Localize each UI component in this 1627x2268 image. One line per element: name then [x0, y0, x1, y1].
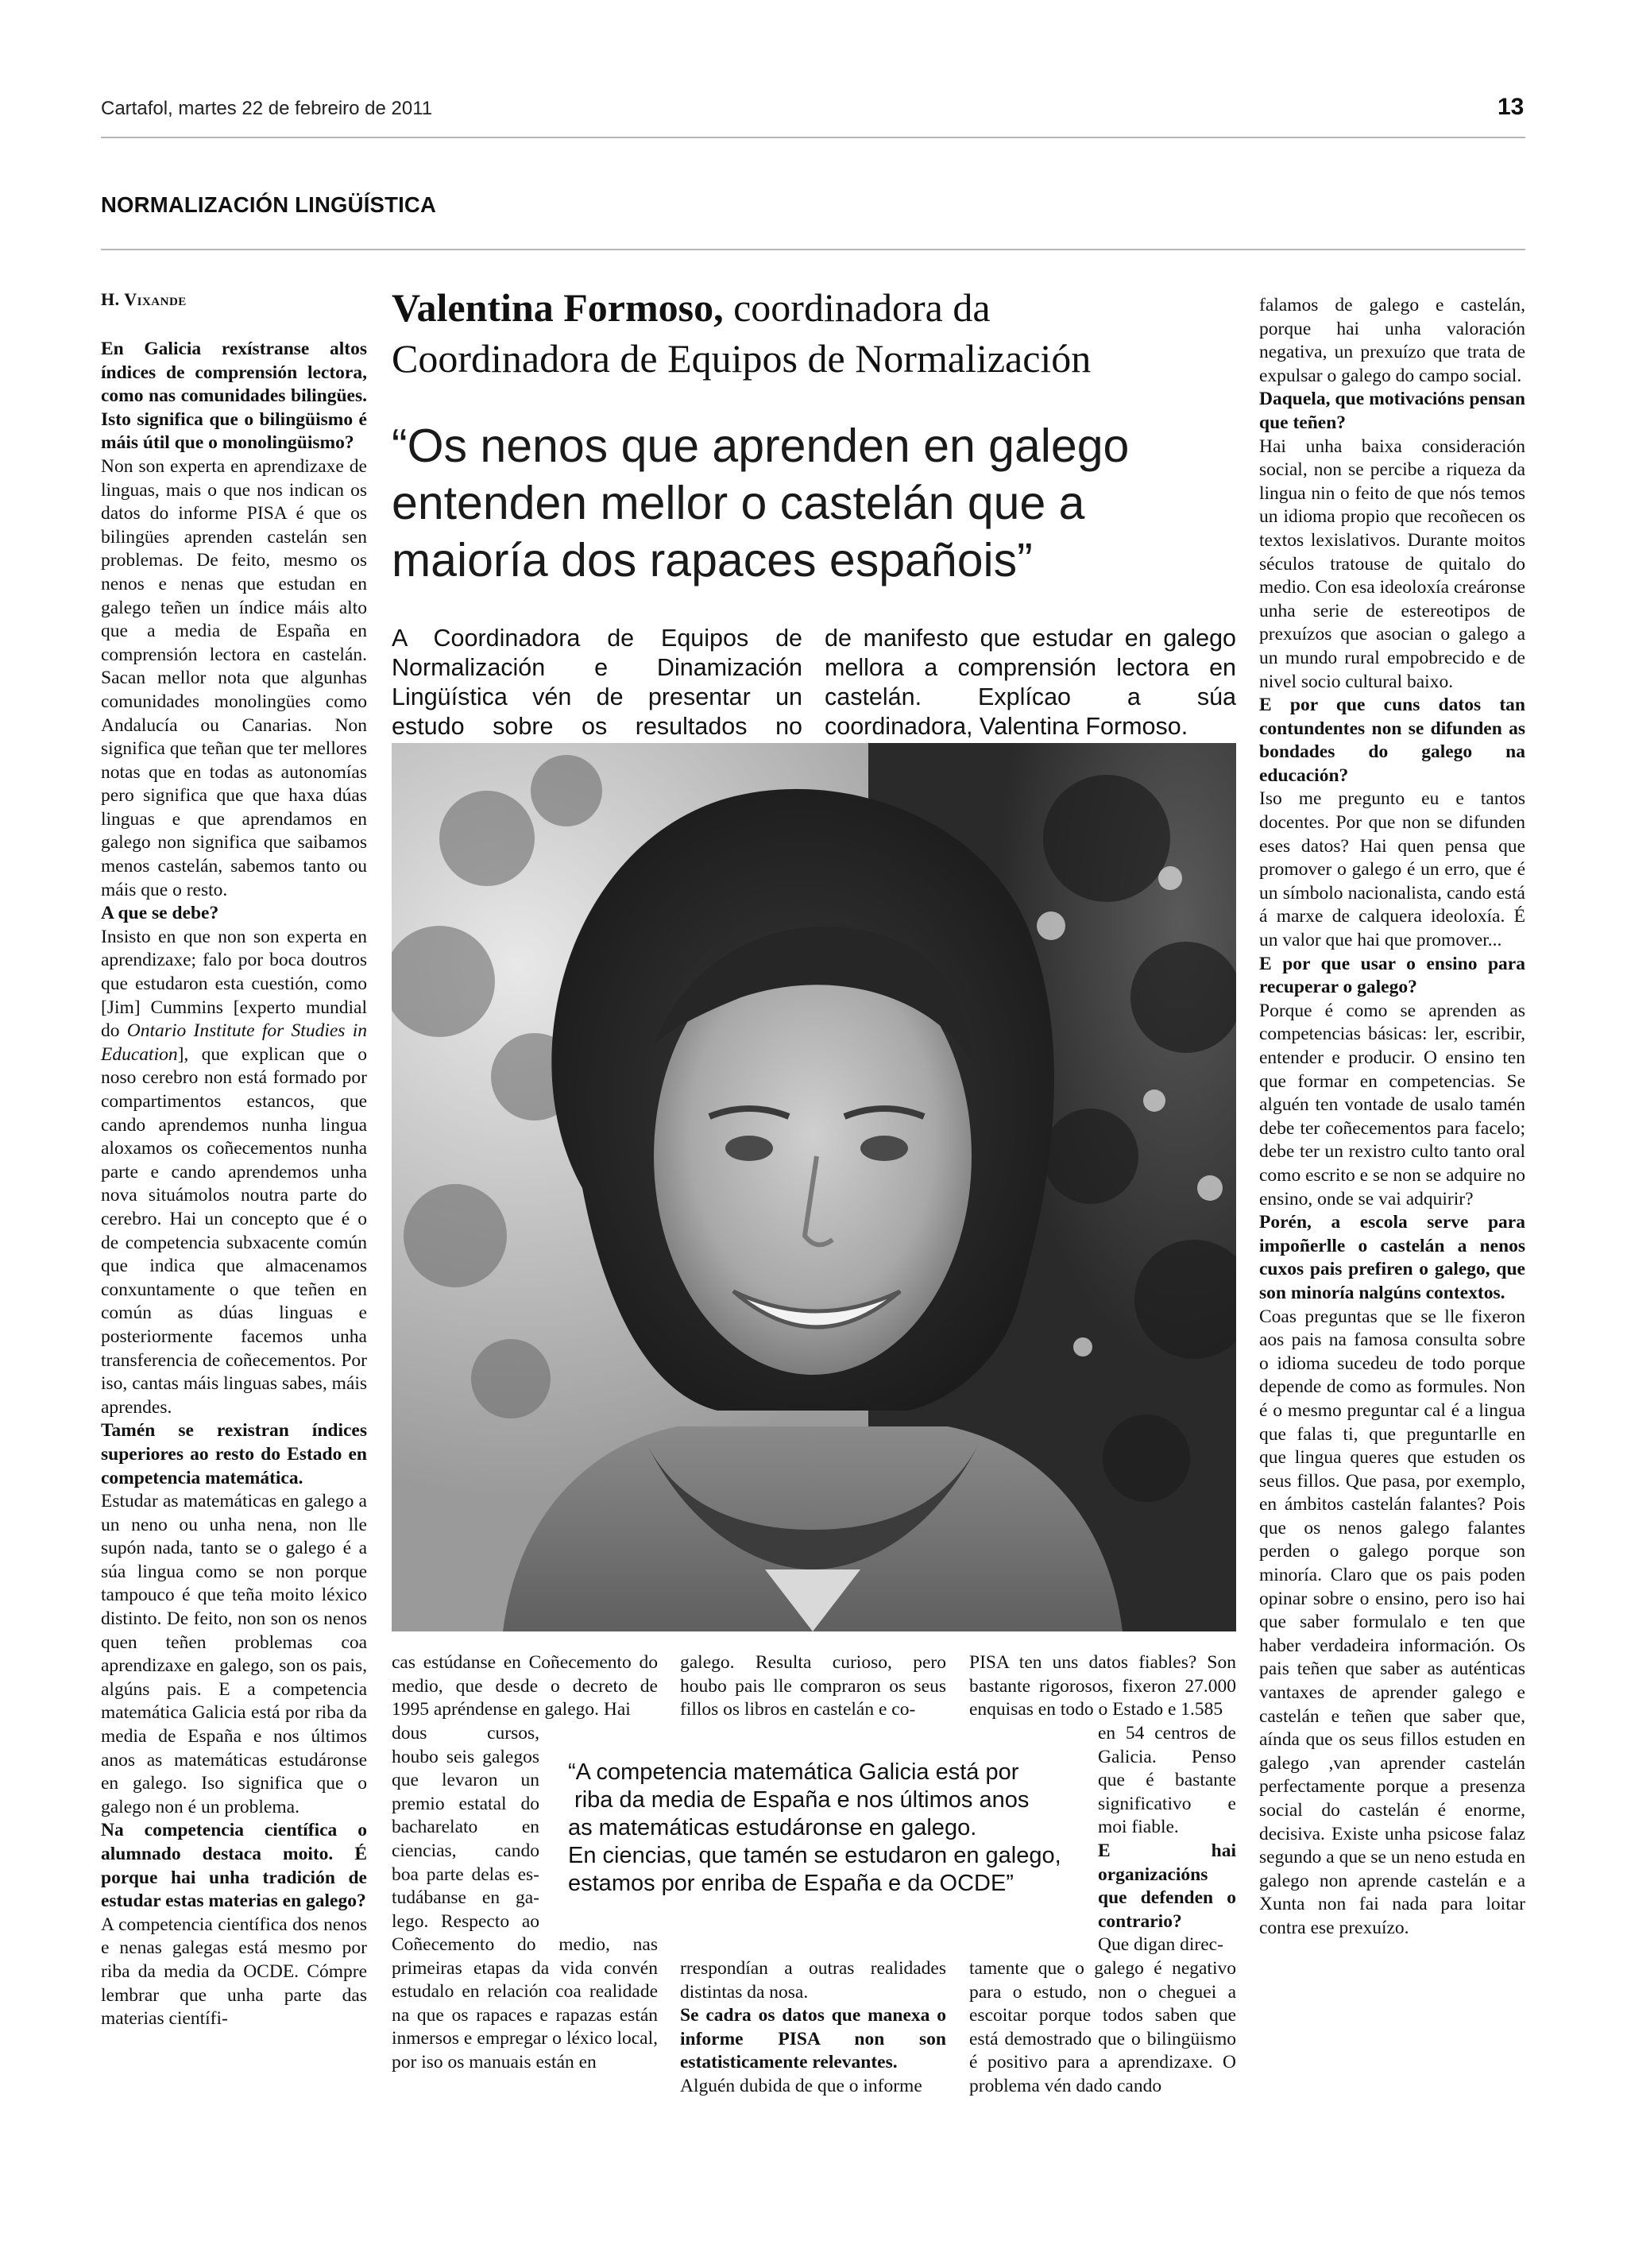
interview-answer: Non son experta en aprendizaxe de linguas, mais o que nos indican os datos do informe PISA é que os bilingües aprenden castelán sen problemas. De feito, mesmo os nenos e nenas que estudan en galego teñen un índice máis alto que a media de España en comprensión lectora en castelán. Sacan mellor nota que algunhas comunidades monolingües como Andalucía ou Canarias. Non significa que teñan que ter mellores notas que en todas as autonomías pero significa que que haxa dúas linguas e que aprendamos en galego non significa que saibamos menos castelán, sabemos tanto ou máis que o resto.	[101, 455, 367, 900]
col3-answer-end: rrespondían a outras realidades distintas da nosa.	[680, 1958, 946, 2003]
intro-left: A Coordinadora de Equipos de Normalización e Dinamización Lingüística vén de presentar un estudo sobre os resultados no	[392, 625, 802, 740]
interview-question: Na competencia científica o alumnado destaca moito. É porque hai unha tradición de estudar estas materias en galego?	[101, 1820, 367, 1912]
article-column-3-bottom	[680, 1957, 946, 2099]
answer-text: ], que explican que o noso cerebro non está formado por compartimentos estancos, que cando aprendemos nunha lingua aloxamos os coñecementos nunha parte e cando aprendemos unha nova situámolos noutra parte do cerebro. Hai un concepto que é o de competencia subxacente común que indica que almacenamos conxuntamente o que teñen en común as dúas linguas e posteriormente facemos unha transferencia de coñecementos. Por iso, cantas máis linguas sabes, máis aprendes.	[101, 1043, 367, 1418]
interview-question: A que se debe?	[101, 903, 219, 924]
col3-answer-start: Alguén dubida de que o informe	[680, 2075, 922, 2096]
interview-answer: Hai unha baixa consideración social, non se percibe a riqueza da lingua nin o feito de que nós temos un idioma propio que recoñecen os textos lexislativos. Durante moitos séculos tratouse de quitalo do medio. Con esa ideoloxía creáronse unha serie de estereotipos de prexuízos que asocian o galego a un mundo rural empobrecido e de nivel socio cultural baixo.	[1259, 435, 1525, 692]
column-line: lego. Respecto ao	[392, 1910, 539, 1932]
pull-quote-line-5: estamos por enriba de España e da OCDE”	[568, 1871, 1014, 1896]
column-line: que levaron un	[392, 1770, 539, 1791]
pull-quote	[568, 1759, 1092, 1898]
interview-answer: Porque é como se aprenden as competencias básicas: ler, escribir, entender e producir. O ensino ten que formar en competencias. Se alguén ten vontade de usalo tamén debe ter coñecementos para facelo; debe ter un rexistro culto tanto oral como escrito e se non se adquire no ensino, onde se vai adquirir?	[1259, 1000, 1525, 1209]
title-role-line2: Coordinadora de Equipos de Normalización	[392, 336, 1092, 381]
column-line: houbo seis galegos	[392, 1746, 539, 1767]
pull-quote-line-4: En ciencias, que tamén se estudaron en galego,	[568, 1843, 1061, 1868]
article-column-2-top: cas estúdanse en Coñecemento do medio, que desde o decreto de 1995 apréndense en galego. Hai	[392, 1652, 658, 1720]
col3-question: Se cadra os datos que manexa o informe PISA non son estatisticamente relevantes.	[680, 2005, 946, 2073]
col4-question: E hai organizacións que defenden o contrario?	[1098, 1840, 1236, 1932]
interview-answer: Coas preguntas que se lle fixeron aos pais na famosa consulta sobre o idioma sucedeu de todo porque depende de como as formules. Non é o mesmo preguntar cal é a lingua que falas ti, que preguntarlle en que lingua queres que estuden os seus fillos. Que pasa, por exemplo, en ámbitos castelán falantes? Pois que os nenos galego falantes perden o galego porque son minoría. Claro que os pais poden opinar sobre o ensino, pero iso hai que saber formulalo e ten que haber verdadeira información. Os pais teñen que saber as auténticas vantaxes de aprender galego e castelán e teñen que saber que, aínda que os seus fillos estuden en galego ,van aprender castelán perfectamente porque a presenza social do castelán é enorme, decisiva. Existe unha psicose falaz segundo a que se un neno estuda en galego non aprende castelán e a Xunta non fai nada para loitar contra ese prexuízo.	[1259, 1306, 1525, 1938]
interview-answer: Iso me pregunto eu e tantos docentes. Por que non se difunden eses datos? Hai quen pensa que promover o galego é un erro, que é un símbolo nacionalista, cando está á marxe de calquera ideoloxía. É un valor que hai que promover...	[1259, 788, 1525, 951]
interview-answer: A competencia científica dos nenos e nenas galegas está mesmo por riba da media da OCDE. Cómpre lembrar que unha parte das materias científi-	[101, 1914, 367, 2030]
pull-quote-line-2: riba da media de España e nos últimos anos	[568, 1787, 1030, 1813]
title-role-line1: coordinadora da	[723, 285, 991, 330]
interview-question: Porén, a escola serve para impoñerlle o castelán a nenos cuxos pais prefiren o galego, que son minoría nalgúns contextos.	[1259, 1212, 1525, 1303]
interview-answer: Estudar as matemáticas en galego a un neno ou unha nena, non lle supón nada, tanto se o galego é a súa lingua como se non porque tampouco é que teña moito léxico distinto. De feito, non son os nenos quen teñen problemas coa aprendizaxe en galego, son os pais, algúns pais. E a competencia matemática Galicia está por riba da media de España e nos últimos anos as matemáticas estudáronse en galego. Iso significa que o galego non é un problema.	[101, 1491, 367, 1817]
interview-question: E por que cuns datos tan contundentes non se difunden as bondades do galego na educación?	[1259, 695, 1525, 786]
article-column-5	[1259, 294, 1525, 1941]
publication-date: Cartafol, martes 22 de febreiro de 2011	[101, 98, 433, 119]
section-rule	[101, 249, 1525, 250]
byline: H. Vixande	[101, 289, 187, 309]
interview-question: Daquela, que motivacións pensan que teñen?	[1259, 389, 1525, 433]
column-line: premio estatal do	[392, 1793, 539, 1814]
institution-name: Ontario Institute for Studies in Education	[101, 1020, 368, 1065]
column-line: ciencias, cando	[392, 1840, 539, 1861]
interviewee-photo	[392, 743, 1236, 1631]
col4-answer-start: Que digan direc-	[1098, 1934, 1223, 1956]
pull-quote-line-1: “A competencia matemática Galicia está por	[568, 1759, 1019, 1785]
interview-question: En Galicia rexístranse altos índices de comprensión lectora, como nas comunidades bilingües. Isto significa que o bilingüismo é máis útil que o monolingüismo?	[101, 339, 367, 454]
page-number: 13	[1498, 94, 1525, 120]
interview-answer	[101, 926, 367, 1419]
section-title: NORMALIZACIÓN LINGÜÍSTICA	[101, 192, 437, 217]
column-line: tudábanse en ga-	[392, 1887, 539, 1909]
article-column-3-top: galego. Resulta curioso, pero houbo pais lle compraron os seus fillos os libros en castelán e co-	[680, 1652, 946, 1720]
headline: “Os nenos que aprenden en galego entenden mellor o castelán que a maioría dos rapaces españois”	[392, 420, 1130, 586]
article-column-4-mid	[1098, 1722, 1236, 1957]
answer-text: Insisto en que non son experta en aprendizaxe; falo por boca doutros que estudaron esta cuestión, como [Jim] Cummins [experto mundial do	[101, 926, 367, 1042]
article-column-2-bottom: Coñecemento do medio, nas primeiras etapas da vida convén estudalo en relación coa realidade na que os rapaces e rapazas están inmersos e empregar o léxico local, por iso os manuais están en	[392, 1934, 658, 2073]
interview-question: Tamén se rexistran índices superiores ao resto do Estado en competencia matemática.	[101, 1420, 367, 1488]
interview-question: E por que usar o ensino para recuperar o galego?	[1259, 953, 1525, 998]
article-column-4-bottom: tamente que o galego é negativo para o estudo, non o cheguei a escoitar porque todos saben que está demostrado que o bilingüismo é positivo para a aprendizaxe. O problema vén dado cando	[969, 1958, 1236, 2096]
column-line: boa parte delas es-	[392, 1864, 539, 1885]
header-rule	[101, 137, 1525, 138]
intro-right: de manifesto que estudar en galego mellora a comprensión lectora en castelán. Explícao a súa coordinadora, Valentina Formoso.	[825, 625, 1236, 740]
interviewee-name: Valentina Formoso,	[392, 285, 724, 330]
interview-title	[392, 282, 1250, 384]
column-line: bacharelato en	[392, 1817, 539, 1838]
column-line: dous cursos,	[392, 1723, 539, 1744]
article-column-1	[101, 338, 367, 2031]
article-column-2-mid	[392, 1722, 539, 1933]
pull-quote-line-3: as matemáticas estudáronse en galego.	[568, 1815, 977, 1840]
article-column-4-top: PISA ten uns datos fiables? Son bastante rigorosos, fixeron 27.000 enquisas en todo o Estado e 1.585	[969, 1652, 1236, 1720]
col4-answer-end: en 54 centros de Galicia. Penso que é bastante significativo e moi fiable.	[1098, 1723, 1236, 1838]
interview-answer: falamos de galego e castelán, porque hai unha valoración negativa, un prexuízo que trata de expulsar o galego do campo social.	[1259, 295, 1525, 386]
